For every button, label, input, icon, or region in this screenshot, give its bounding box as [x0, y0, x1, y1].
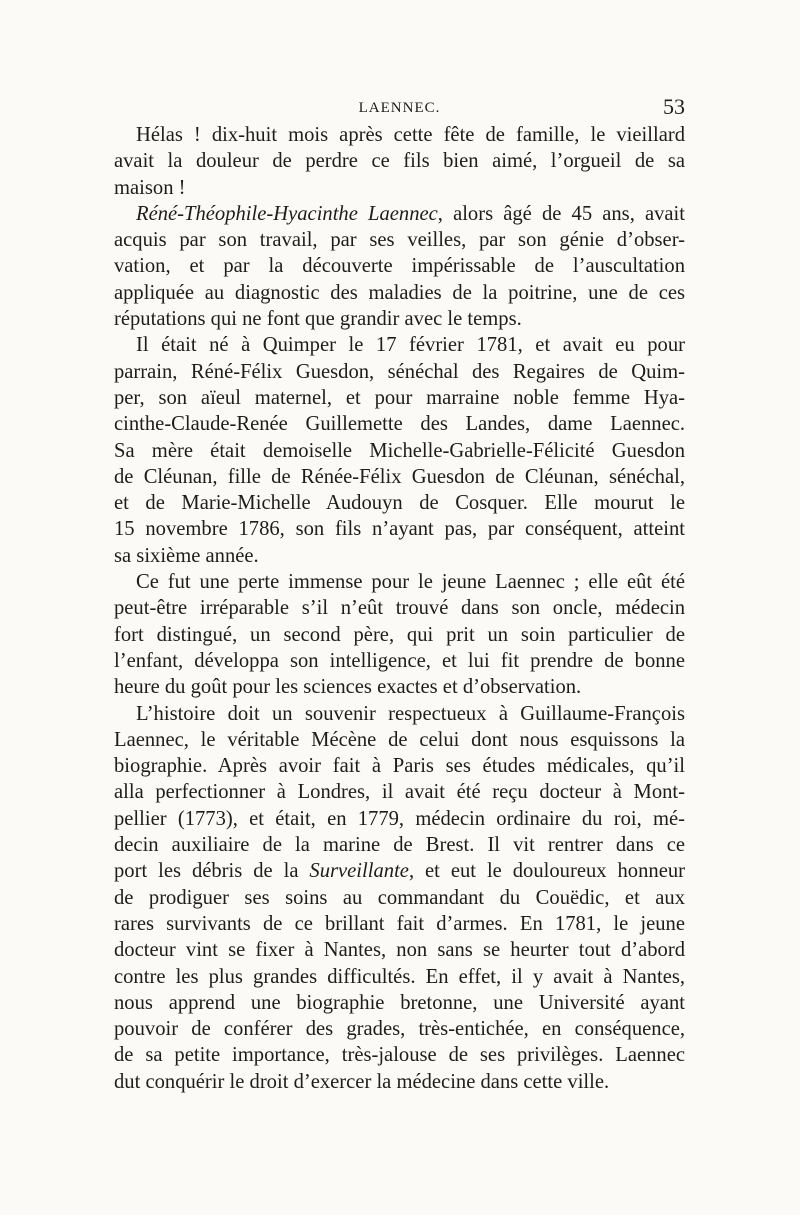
- paragraph: [114, 122, 685, 201]
- paragraph: [114, 332, 685, 569]
- text-fragment: port les débris de la: [114, 860, 310, 883]
- text-line: rares survivants de ce brillant fait d’armes. En 1781, le jeune: [114, 912, 685, 935]
- running-title: LAENNEC.: [358, 100, 441, 116]
- text-line: réputations qui ne font que grandir avec le temps.: [114, 308, 522, 331]
- text-line: biographie. Après avoir fait à Paris ses études médicales, qu’il: [114, 755, 685, 778]
- text-line: nous apprend une biographie bretonne, une Université ayant: [114, 991, 685, 1014]
- page-body: [114, 122, 685, 1095]
- text-line: heure du goût pour les sciences exactes et d’observation.: [114, 676, 582, 699]
- text-line: pouvoir de conférer des grades, très-entichée, en conséquence,: [114, 1018, 685, 1041]
- text-line: fort distingué, un second père, qui prit un soin particulier de: [114, 623, 685, 646]
- text-line: appliquée au diagnostic des maladies de la poitrine, une de ces: [114, 281, 685, 304]
- italic-ship-name: Surveillante: [309, 860, 409, 883]
- text-line: decin auxiliaire de la marine de Brest. Il vit rentrer dans ce: [114, 834, 685, 857]
- text-line: peut-être irréparable s’il n’eût trouvé dans son oncle, médecin: [114, 597, 685, 620]
- book-page: [114, 94, 685, 1095]
- page-header: [114, 94, 685, 122]
- text-line: alla perfectionner à Londres, il avait été reçu docteur à Mont-: [114, 781, 685, 804]
- text-line: acquis par son travail, par ses veilles, par son génie d’obser-: [114, 229, 685, 252]
- text-line: per, son aïeul maternel, et pour marraine noble femme Hya-: [114, 386, 685, 409]
- text-line: l’enfant, développa son intelligence, et lui fit prendre de bonne: [114, 649, 685, 672]
- page-number: 53: [663, 94, 685, 119]
- text-line: [114, 858, 685, 884]
- paragraph: [114, 569, 685, 700]
- text-fragment: , et eut le douloureux honneur: [408, 860, 685, 883]
- text-fragment: , alors âgé de 45 ans, avait: [437, 202, 685, 225]
- text-line: sa sixième année.: [114, 544, 259, 567]
- text-line: dut conquérir le droit d’exercer la médecine dans cette ville.: [114, 1070, 610, 1093]
- paragraph: [114, 701, 685, 1095]
- text-line: parrain, Réné-Félix Guesdon, sénéchal des Regaires de Quim-: [114, 360, 685, 383]
- text-line: contre les plus grandes difficultés. En effet, il y avait à Nantes,: [114, 965, 685, 988]
- text-line: cinthe-Claude-Renée Guillemette des Landes, dame Laennec.: [114, 413, 685, 436]
- text-line: avait la douleur de perdre ce fils bien aimé, l’orgueil de sa: [114, 150, 685, 173]
- text-line: de sa petite importance, très-jalouse de ses privilèges. Laennec: [114, 1044, 685, 1067]
- text-line: Hélas ! dix-huit mois après cette fête de famille, le vieillard: [136, 124, 685, 146]
- text-line: L’histoire doit un souvenir respectueux à Guillaume-François: [136, 702, 685, 725]
- text-line: et de Marie-Michelle Audouyn de Cosquer. Elle mourut le: [114, 492, 685, 515]
- text-line: Ce fut une perte immense pour le jeune Laennec ; elle eût été: [136, 571, 685, 594]
- text-line: maison !: [114, 176, 186, 199]
- text-line: Il était né à Quimper le 17 février 1781, et avait eu pour: [136, 334, 685, 357]
- text-line: [114, 201, 685, 227]
- text-line: Sa mère était demoiselle Michelle-Gabrielle-Félicité Guesdon: [114, 439, 685, 462]
- text-line: Laennec, le véritable Mécène de celui dont nous esquissons la: [114, 728, 685, 751]
- italic-name: Réné-Théophile-Hyacinthe Laennec: [136, 202, 438, 225]
- text-line: 15 novembre 1786, son fils n’ayant pas, par conséquent, atteint: [114, 518, 685, 541]
- text-line: docteur vint se fixer à Nantes, non sans se heurter tout d’abord: [114, 939, 685, 962]
- paragraph: [114, 201, 685, 332]
- text-line: pellier (1773), et était, en 1779, médecin ordinaire du roi, mé-: [114, 807, 685, 830]
- text-line: de Cléunan, fille de Rénée-Félix Guesdon de Cléunan, sénéchal,: [114, 465, 685, 488]
- text-line: de prodiguer ses soins au commandant du Couëdic, et aux: [114, 886, 685, 909]
- text-line: vation, et par la découverte impérissable de l’auscultation: [114, 255, 685, 278]
